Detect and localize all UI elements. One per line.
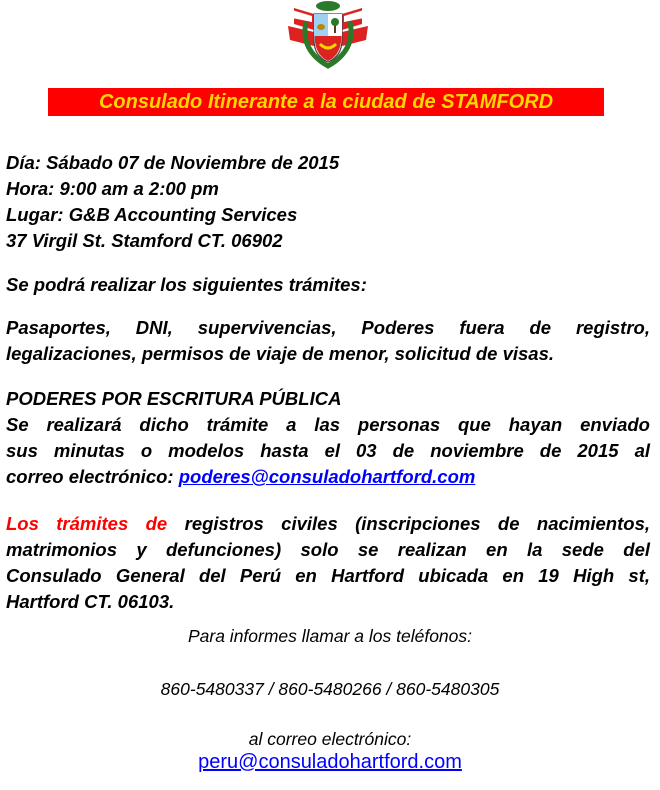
registros-red-prefix: Los trámites de xyxy=(6,513,168,534)
email-intro: al correo electrónico: xyxy=(248,729,412,749)
tramites-line-2: legalizaciones, permisos de viaje de menor, solicitud de visas. xyxy=(6,343,555,364)
title-banner xyxy=(48,88,604,116)
tramites-intro: Se podrá realizar los siguientes trámites: xyxy=(6,274,367,295)
page-title: Consulado Itinerante a la ciudad de STAMFORD xyxy=(98,90,554,113)
registros-line-4: Hartford CT. 06103. xyxy=(6,591,175,612)
event-time: Hora: 9:00 am a 2:00 pm xyxy=(6,178,219,199)
event-date: Día: Sábado 07 de Noviembre de 2015 xyxy=(6,152,340,173)
poderes-line-1: Se realizará dicho trámite a las personas que hayan enviado xyxy=(6,414,650,435)
poderes-line-2: sus minutas o modelos hasta el 03 de noviembre de 2015 al xyxy=(6,440,650,461)
poderes-email-prefix: correo electrónico: xyxy=(6,466,179,487)
tramites-line-1: Pasaportes, DNI, supervivencias, Poderes fuera de registro, xyxy=(6,317,650,338)
registros-line-1 xyxy=(6,511,650,537)
registros-line-2: matrimonios y defunciones) solo se realizan en la sede del xyxy=(6,539,650,560)
event-place: Lugar: G&B Accounting Services xyxy=(6,204,298,225)
tramites-intro-section xyxy=(6,272,650,298)
poderes-line-3 xyxy=(6,464,650,490)
contact-email-wrap xyxy=(0,750,660,774)
peru-coat-of-arms-icon xyxy=(284,0,372,72)
poderes-section xyxy=(6,386,650,490)
phones-intro: Para informes llamar a los teléfonos: xyxy=(187,626,473,646)
event-address: 37 Virgil St. Stamford CT. 06902 xyxy=(6,230,283,251)
registros-line-3: Consulado General del Perú en Hartford ubicada en 19 High st, xyxy=(6,565,650,586)
registros-section xyxy=(6,511,650,615)
event-details xyxy=(6,150,650,254)
phones-list: 860-5480337 / 860-5480266 / 860-5480305 xyxy=(160,679,500,699)
poderes-email-link[interactable]: poderes@consuladohartford.com xyxy=(178,466,476,487)
tramites-list xyxy=(6,315,650,367)
contact-email-link[interactable]: peru@consuladohartford.com xyxy=(198,751,462,773)
registros-first-rest: registros civiles (inscripciones de nacimientos, xyxy=(167,513,650,534)
poderes-heading: PODERES POR ESCRITURA PÚBLICA xyxy=(6,388,342,409)
